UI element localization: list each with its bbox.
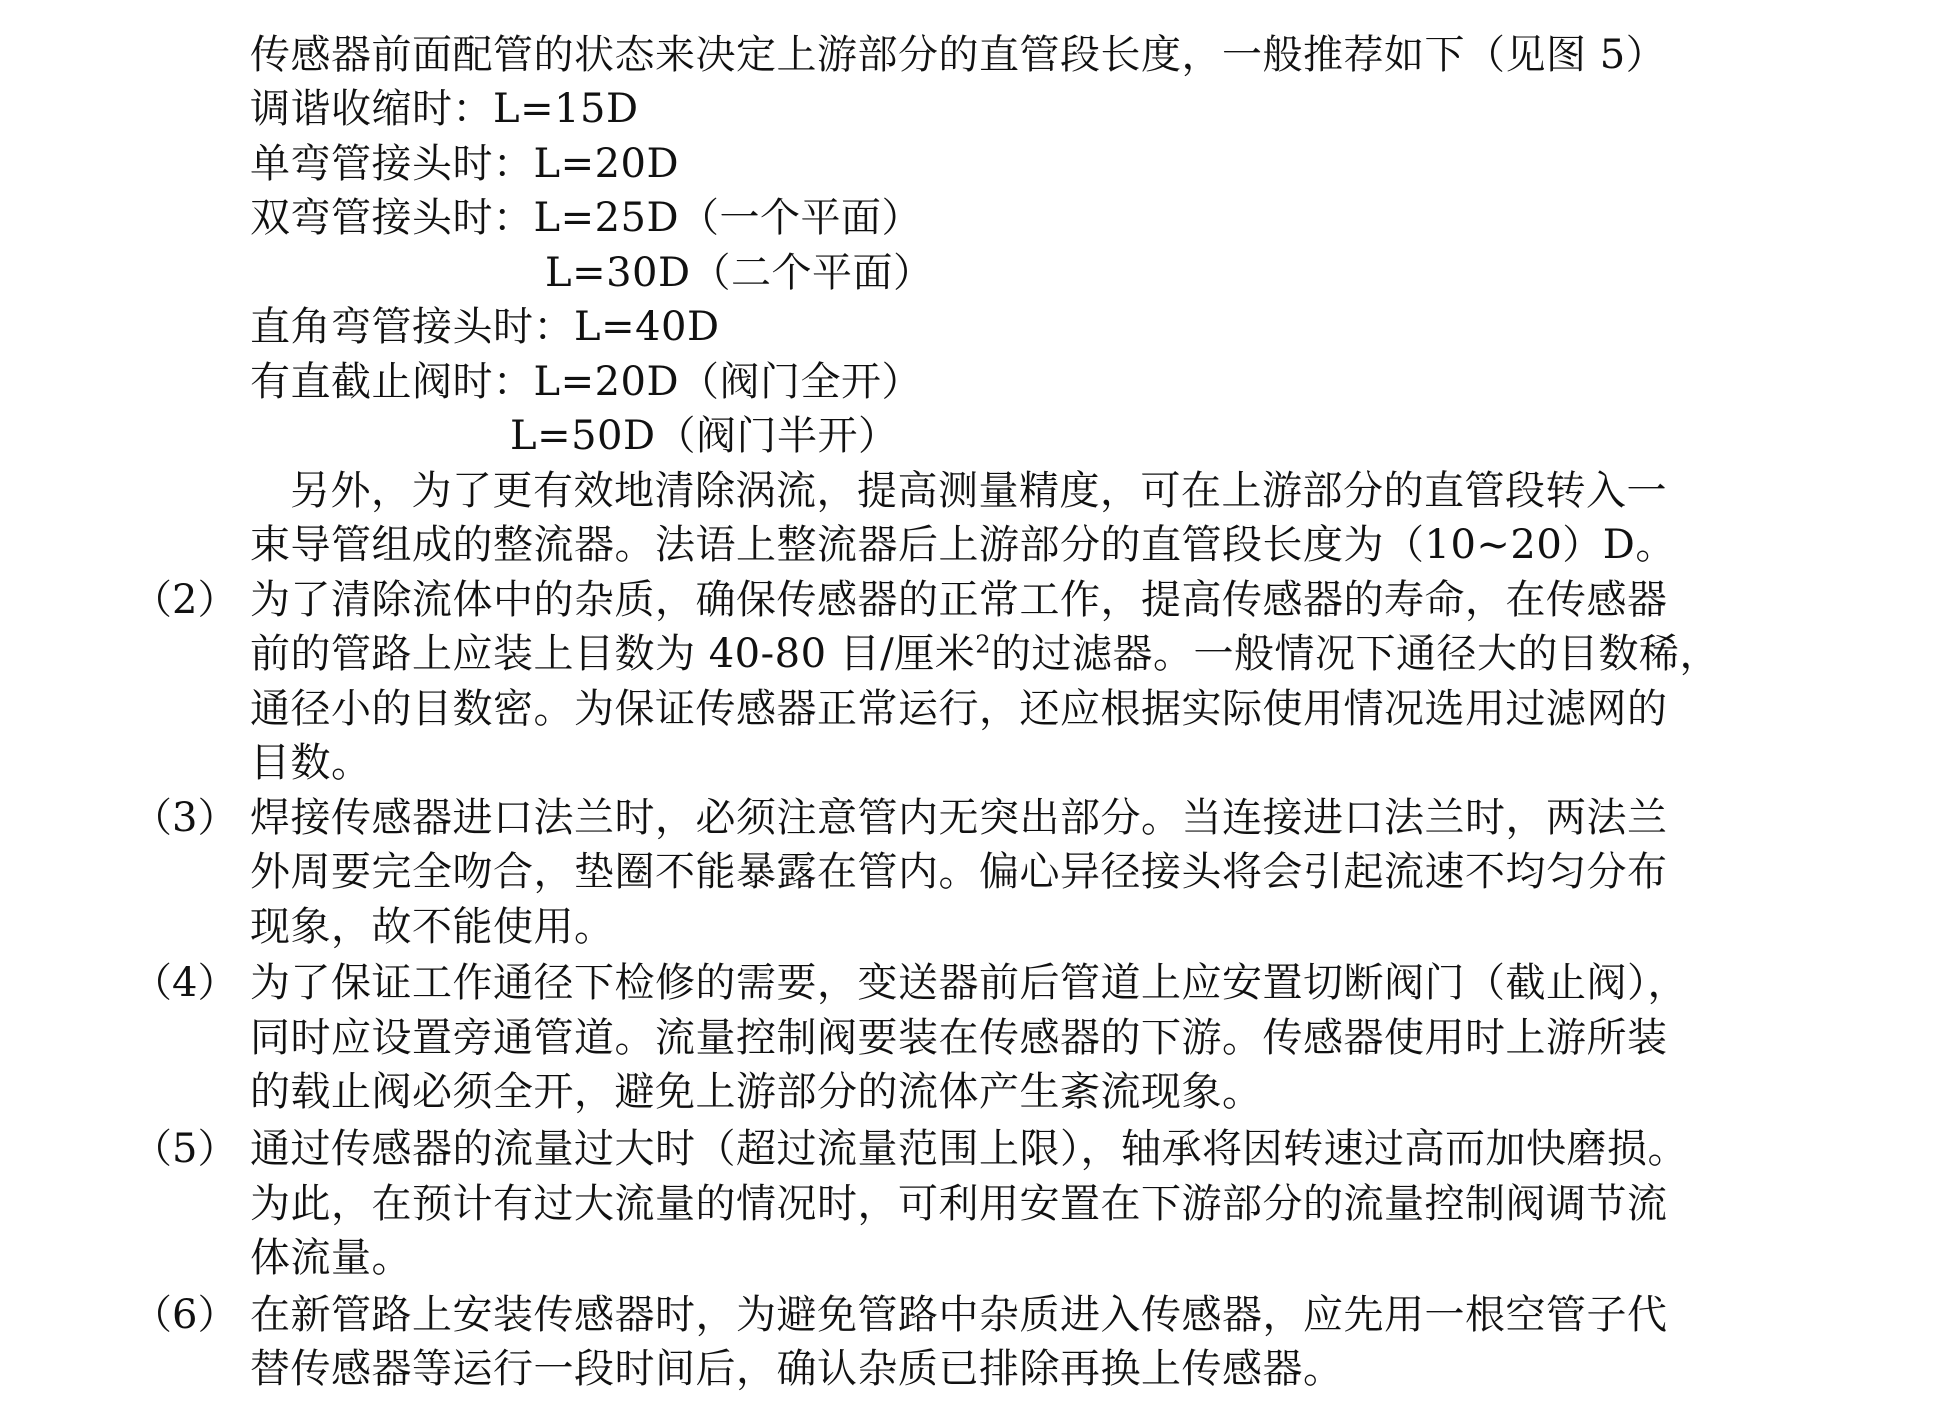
item-line: 为了保证工作通径下检修的需要，变送器前后管道上应安置切断阀门（截止阀）， bbox=[250, 960, 1688, 1006]
paragraph-line: 束导管组成的整流器。法语上整流器后上游部分的直管段长度为（10~20）D。 bbox=[250, 522, 1676, 568]
item-number: （4） bbox=[132, 960, 238, 1006]
item-line-part: 的过滤器。一般情况下通径大的目数稀， bbox=[991, 631, 1720, 677]
item-number: （3） bbox=[132, 795, 238, 841]
item-line: 同时应设置旁通管道。流量控制阀要装在传感器的下游。传感器使用时上游所装 bbox=[250, 1015, 1668, 1061]
tuning-line bbox=[250, 82, 639, 136]
valve-label: 有直截止阀时： bbox=[250, 359, 534, 405]
item-line: 为了清除流体中的杂质，确保传感器的正常工作，提高传感器的寿命，在传感器 bbox=[250, 577, 1668, 623]
item-number: （5） bbox=[132, 1126, 238, 1172]
item-line: 在新管路上安装传感器时，为避免管路中杂质进入传感器，应先用一根空管子代 bbox=[250, 1292, 1668, 1338]
item-line: 替传感器等运行一段时间后，确认杂质已排除再换上传感器。 bbox=[250, 1346, 1344, 1392]
tuning-label: 调谐收缩时： bbox=[250, 86, 493, 132]
right-angle-line bbox=[250, 300, 720, 354]
valve-value-2: L=50D（阀门半开） bbox=[510, 413, 899, 459]
double-bend-label: 双弯管接头时： bbox=[250, 195, 534, 241]
superscript: 2 bbox=[975, 630, 991, 659]
intro-line: 传感器前面配管的状态来决定上游部分的直管段长度，一般推荐如下（见图 5） bbox=[250, 32, 1667, 78]
valve-value-1: L=20D（阀门全开） bbox=[533, 359, 923, 405]
item-line bbox=[250, 627, 1720, 681]
single-bend-label: 单弯管接头时： bbox=[250, 141, 534, 187]
item-line: 的载止阀必须全开，避免上游部分的流体产生紊流现象。 bbox=[250, 1069, 1263, 1115]
item-line: 目数。 bbox=[250, 740, 372, 786]
item-number: （2） bbox=[132, 577, 238, 623]
double-bend-value-2: L=30D（二个平面） bbox=[545, 250, 934, 296]
item-number: （6） bbox=[132, 1292, 238, 1338]
right-angle-label: 直角弯管接头时： bbox=[250, 304, 574, 350]
item-line: 体流量。 bbox=[250, 1235, 412, 1281]
paragraph-line: 另外，为了更有效地清除涡流，提高测量精度，可在上游部分的直管段转入一 bbox=[290, 468, 1667, 514]
item-line: 现象，故不能使用。 bbox=[250, 904, 615, 950]
item-line-part: 前的管路上应装上目数为 40-80 目/厘米 bbox=[250, 631, 976, 677]
item-line: 通径小的目数密。为保证传感器正常运行，还应根据实际使用情况选用过滤网的 bbox=[250, 686, 1668, 732]
single-bend-line bbox=[250, 137, 679, 191]
valve-line bbox=[250, 355, 922, 409]
right-angle-value: L=40D bbox=[574, 304, 720, 350]
double-bend-line bbox=[250, 191, 922, 245]
single-bend-value: L=20D bbox=[533, 141, 680, 187]
item-line: 通过传感器的流量过大时（超过流量范围上限），轴承将因转速过高而加快磨损。 bbox=[250, 1126, 1688, 1172]
double-bend-value-1: L=25D（一个平面） bbox=[533, 195, 923, 241]
item-line: 为此，在预计有过大流量的情况时，可利用安置在下游部分的流量控制阀调节流 bbox=[250, 1181, 1668, 1227]
item-line: 外周要完全吻合，垫圈不能暴露在管内。偏心异径接头将会引起流速不均匀分布 bbox=[250, 849, 1668, 895]
tuning-value: L=15D bbox=[493, 86, 639, 132]
item-line: 焊接传感器进口法兰时，必须注意管内无突出部分。当连接进口法兰时，两法兰 bbox=[250, 795, 1668, 841]
